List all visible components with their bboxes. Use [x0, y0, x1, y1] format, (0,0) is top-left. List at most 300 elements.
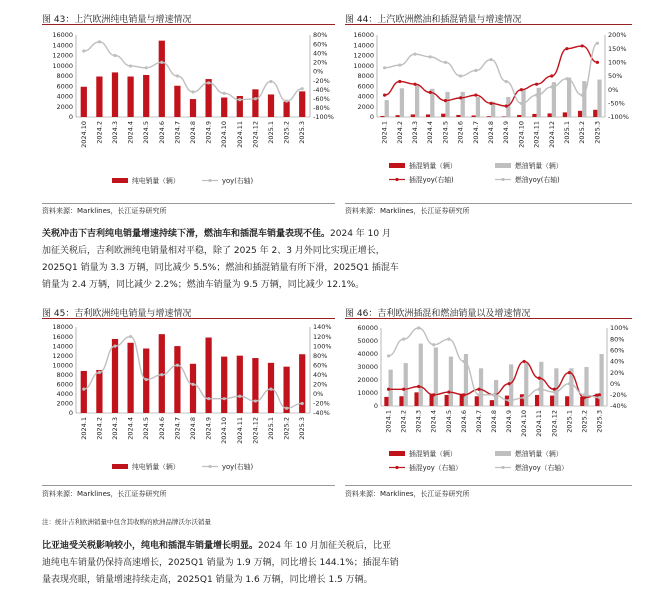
y-tick-label: 14000 [353, 41, 374, 50]
bar [548, 113, 552, 117]
series-point [417, 385, 420, 388]
y-tick-label: 12000 [52, 351, 73, 360]
bar [396, 115, 400, 117]
x-tick-label: 2024.10 [220, 417, 229, 444]
series-point [383, 94, 386, 97]
y2-tick-label: 150% [608, 44, 627, 53]
x-tick-label: 2024.4 [429, 410, 438, 433]
series-point [269, 80, 272, 83]
bar [582, 81, 586, 117]
series-point [598, 396, 601, 399]
series-point [459, 74, 462, 77]
bar [81, 371, 87, 413]
chart46-title: 图 46：吉利欧洲插混和燃油销量以及增速情况 [345, 309, 531, 319]
y-tick-label: 10000 [353, 61, 374, 70]
y-tick-label: 4000 [56, 390, 73, 399]
y2-tick-label: -40% [313, 409, 330, 418]
bar [487, 116, 491, 117]
y-tick-label: 50000 [357, 337, 378, 346]
series-point [413, 53, 416, 56]
chart46 [345, 322, 635, 484]
x-tick-label: 2024.4 [426, 121, 435, 144]
series-point [489, 58, 492, 61]
series-point [492, 393, 495, 396]
bar [476, 97, 480, 117]
x-tick-label: 2025.3 [298, 121, 307, 144]
bar [550, 396, 554, 406]
x-tick-label: 2025.2 [282, 121, 291, 144]
series-point [238, 395, 241, 398]
y2-tick-label: 0% [313, 67, 324, 76]
x-tick-label: 2024.4 [126, 417, 135, 440]
y-tick-label: 8000 [357, 72, 374, 81]
series-point [301, 87, 304, 90]
series-point [402, 388, 405, 391]
x-tick-label: 2024.2 [399, 410, 408, 433]
legend-label: 燃油销量（辆） [515, 162, 563, 170]
y2-tick-label: -80% [313, 104, 330, 113]
paragraph-byd-line1: 2024 年 10 月加征关税后，比亚 [258, 541, 391, 551]
x-tick-label: 2024.11 [535, 410, 544, 437]
x-tick-label: 2024.6 [456, 121, 465, 144]
y-tick-label: 16000 [353, 31, 374, 40]
y-tick-label: 20000 [357, 376, 378, 385]
series-point [565, 77, 568, 80]
series-point [98, 40, 101, 43]
bar [174, 346, 180, 413]
series-point [507, 399, 510, 402]
y2-tick-label: 140% [313, 323, 332, 332]
y-tick-label: 18000 [52, 323, 73, 332]
bar [426, 114, 430, 117]
bar [112, 339, 118, 413]
y-tick-label: 0 [373, 402, 378, 411]
bar [96, 77, 102, 117]
bar [384, 397, 388, 406]
y2-tick-label: 20% [313, 380, 328, 389]
y2-tick-label: 200% [608, 31, 627, 40]
chart43-title: 图 43：上汽欧洲纯电销量与增速情况 [42, 15, 192, 25]
bar [537, 88, 541, 117]
y2-tick-label: 60% [313, 40, 328, 49]
bar [479, 368, 483, 406]
series-point [432, 393, 435, 396]
legend-label: 纯电销量（辆） [132, 463, 180, 471]
bar [252, 358, 258, 413]
x-tick-label: 2024.6 [459, 410, 468, 433]
bar [419, 344, 423, 406]
chart46-source: 资料来源：Marklines，长江证券研究所 [345, 490, 470, 498]
series-point [581, 94, 584, 97]
x-tick-label: 2024.3 [411, 121, 419, 144]
series-point [223, 397, 226, 400]
y-tick-label: 60000 [357, 324, 378, 333]
legend-swatch [495, 163, 511, 168]
series-point [238, 98, 241, 101]
series-point [98, 371, 101, 374]
y2-tick-label: 80% [313, 351, 328, 360]
bar [584, 367, 588, 406]
legend-swatch [501, 466, 504, 469]
x-tick-label: 2024.12 [251, 417, 260, 444]
series-point [520, 102, 523, 105]
x-tick-label: 2024.8 [490, 410, 498, 433]
y-tick-label: 14000 [52, 41, 73, 50]
series-point [535, 83, 538, 86]
series-point [459, 96, 462, 99]
series-point [191, 90, 194, 93]
chart44-source: 资料来源：Marklines，长江证券研究所 [345, 207, 470, 215]
series-point [596, 42, 599, 45]
series-point [145, 378, 148, 381]
y2-tick-label: -20% [313, 399, 330, 408]
paragraph-geely-line1: 2024 年 10 月 [330, 229, 391, 239]
series-point [538, 377, 541, 380]
series-point [583, 396, 586, 399]
legend-label: 燃油yoy(右轴) [515, 176, 560, 184]
y2-tick-label: 60% [610, 346, 625, 355]
bar [456, 115, 460, 117]
y-tick-label: 2000 [56, 102, 73, 111]
chart45 [42, 322, 338, 484]
x-tick-label: 2025.3 [298, 417, 307, 440]
bar [380, 116, 384, 117]
x-tick-label: 2025.1 [565, 410, 574, 433]
bar [415, 84, 419, 117]
x-tick-label: 2024.5 [142, 417, 151, 440]
series-point [581, 44, 584, 47]
y-tick-label: 12000 [353, 51, 374, 60]
y-tick-label: 4000 [56, 92, 73, 101]
series-point [550, 74, 553, 77]
series-point [285, 407, 288, 410]
legend-swatch [112, 178, 128, 183]
x-tick-label: 2024.5 [142, 121, 151, 144]
chart45-title: 图 45：吉利欧洲纯电销量与增速情况 [42, 309, 192, 319]
x-tick-label: 2024.10 [520, 410, 529, 437]
paragraph-geely-line4: 销量为 2.4 万辆，同比减少 2.2%；燃油车销量为 9.5 万辆，同比减少 12.1%。 [42, 280, 365, 290]
bar [283, 367, 289, 413]
paragraph-byd-line2: 迪纯电车销量仍保持高速增长，2025Q1 销量为 1.9 万辆，同比增长 144.1%；插混车销 [42, 558, 399, 568]
series-point [398, 80, 401, 83]
series-point [535, 94, 538, 97]
series-point [507, 382, 510, 385]
bar [565, 396, 569, 406]
series-point [474, 69, 477, 72]
legend-label: 纯电销量（辆） [132, 177, 180, 185]
bar [404, 363, 408, 406]
bar [597, 80, 601, 117]
bar [567, 78, 571, 117]
x-tick-label: 2024.9 [204, 121, 213, 144]
bar [563, 112, 567, 117]
series-point [223, 92, 226, 95]
y-tick-label: 10000 [52, 361, 73, 370]
y2-tick-label: 20% [313, 58, 328, 67]
bar [143, 75, 149, 117]
x-tick-label: 2024.7 [471, 121, 480, 144]
bar [449, 357, 453, 406]
bar [539, 362, 543, 406]
bar [205, 338, 211, 413]
x-tick-label: 2024.8 [487, 121, 495, 144]
x-tick-label: 2024.2 [395, 121, 404, 144]
series-point [402, 338, 405, 341]
series-point [596, 61, 599, 64]
series-point [462, 360, 465, 363]
bar [400, 88, 404, 117]
legend-swatch [501, 178, 504, 181]
bar [490, 400, 494, 406]
chart45-source: 资料来源：Marklines，长江证券研究所 [42, 490, 167, 498]
y-tick-label: 2000 [357, 102, 374, 111]
y-tick-label: 0 [68, 113, 73, 122]
y2-tick-label: 20% [610, 368, 625, 377]
series-point [113, 345, 116, 348]
series-point [160, 61, 163, 64]
x-tick-label: 2024.11 [235, 121, 244, 148]
bar [389, 370, 393, 406]
y2-tick-label: 40% [313, 49, 328, 58]
x-tick-label: 2024.7 [173, 417, 182, 440]
y2-tick-label: 100% [610, 324, 629, 333]
paragraph-byd-line3: 量表现亮眼，销量增速持续走高，2025Q1 销量为 1.6 万辆，同比增长 1.5 万辆。 [42, 575, 373, 585]
x-tick-label: 2024.1 [79, 417, 88, 440]
y-tick-label: 0 [68, 409, 73, 418]
bar [81, 87, 87, 117]
series-point [553, 390, 556, 393]
series-point [447, 390, 450, 393]
y-tick-label: 6000 [56, 380, 73, 389]
series-point [598, 393, 601, 396]
series-point [520, 88, 523, 91]
y-tick-label: 30000 [357, 363, 378, 372]
y-tick-label: 40000 [357, 350, 378, 359]
series-point [301, 402, 304, 405]
x-tick-label: 2024.8 [189, 121, 197, 144]
x-tick-label: 2024.7 [173, 121, 182, 144]
series-point [444, 99, 447, 102]
legend-label: 燃油yoy（右轴） [515, 464, 568, 472]
series-point [207, 397, 210, 400]
bar [190, 364, 196, 413]
series-point [129, 64, 132, 67]
y-tick-label: 0 [369, 113, 374, 122]
series-point [398, 63, 401, 66]
y-tick-label: 4000 [357, 92, 374, 101]
bar [237, 356, 243, 413]
y2-tick-label: -20% [313, 76, 330, 85]
bar [475, 396, 479, 406]
series-point [568, 371, 571, 374]
y-tick-label: 14000 [52, 342, 73, 351]
series-point [113, 54, 116, 57]
x-tick-label: 2024.3 [111, 417, 119, 440]
legend-label: yoy(右轴) [222, 177, 254, 185]
series-point [474, 94, 477, 97]
y-tick-label: 12000 [52, 51, 73, 60]
chart43-source: 资料来源：Marklines，长江证券研究所 [42, 207, 167, 215]
series-point [429, 91, 432, 94]
y2-tick-label: 40% [610, 357, 625, 366]
bar [112, 72, 118, 117]
bar [414, 392, 418, 406]
chart43 [42, 30, 338, 202]
legend-swatch [112, 464, 128, 469]
series-point [477, 388, 480, 391]
bar [190, 99, 196, 117]
legend-swatch [389, 451, 405, 456]
bar [524, 363, 528, 406]
legend-swatch [208, 465, 211, 468]
series-point [285, 99, 288, 102]
legend-label: 插混销量（辆） [409, 450, 457, 458]
bar [159, 41, 165, 117]
y2-tick-label: -100% [313, 113, 334, 122]
series-point [191, 383, 194, 386]
series-point [568, 382, 571, 385]
series-point [145, 66, 148, 69]
y-tick-label: 16000 [52, 31, 73, 40]
x-tick-label: 2024.12 [550, 410, 559, 437]
bar [174, 86, 180, 117]
bar [472, 115, 476, 117]
x-tick-label: 2025.1 [267, 417, 275, 440]
series-point [413, 83, 416, 86]
bar [520, 394, 524, 406]
bar [205, 79, 211, 117]
series-point [523, 396, 526, 399]
x-tick-label: 2024.3 [414, 410, 423, 433]
x-tick-label: 2024.9 [502, 121, 511, 144]
y-tick-label: 6000 [56, 82, 73, 91]
series-point [429, 55, 432, 58]
legend-swatch [395, 178, 398, 181]
legend-swatch [208, 179, 211, 182]
series-point [176, 74, 179, 77]
bar [441, 114, 445, 117]
y2-tick-label: 80% [610, 335, 625, 344]
series-point [565, 47, 568, 50]
x-tick-label: 2024.10 [517, 121, 526, 148]
x-tick-label: 2024.6 [157, 121, 166, 144]
bar [385, 100, 389, 117]
y2-tick-label: 80% [313, 31, 328, 40]
paragraph-geely-line3: 2025Q1 销量为 3.3 万辆，同比减少 5.5%；燃油和插混销量有所下滑，2025Q1 插混车 [42, 263, 399, 273]
series-point [387, 354, 390, 357]
note: 注：统计吉利欧洲销量中包含其收购的欧洲品牌沃尔沃销量 [42, 518, 211, 526]
bar [445, 92, 449, 117]
y2-tick-label: 0% [610, 379, 621, 388]
series-point [417, 326, 420, 329]
series-point [462, 393, 465, 396]
x-tick-label: 2025.3 [593, 121, 602, 144]
series-point [538, 388, 541, 391]
y2-tick-label: 60% [313, 361, 328, 370]
series-point [553, 388, 556, 391]
y-tick-label: 10000 [52, 61, 73, 70]
x-tick-label: 2024.8 [189, 417, 197, 440]
bar [96, 370, 102, 413]
y2-tick-label: 0% [313, 390, 324, 399]
series-point [387, 388, 390, 391]
y2-tick-label: -100% [608, 113, 629, 122]
bar [532, 114, 536, 117]
y-tick-label: 16000 [52, 332, 73, 341]
x-tick-label: 2025.2 [580, 410, 589, 433]
series-point [383, 66, 386, 69]
paragraph-byd [42, 538, 642, 589]
y-tick-label: 2000 [56, 399, 73, 408]
y2-tick-label: -40% [313, 85, 330, 94]
legend-swatch [495, 451, 511, 456]
x-tick-label: 2024.10 [79, 121, 88, 148]
y2-tick-label: 120% [313, 332, 332, 341]
series-point [254, 399, 257, 402]
bar [461, 92, 465, 117]
y-tick-label: 6000 [357, 82, 374, 91]
legend-swatch [395, 466, 398, 469]
legend-label: 插混yoy(右轴) [409, 176, 454, 184]
x-tick-label: 2024.4 [126, 121, 135, 144]
x-tick-label: 2024.1 [380, 121, 389, 144]
series-point [505, 80, 508, 83]
x-tick-label: 2024.7 [474, 410, 483, 433]
y-tick-label: 8000 [56, 72, 73, 81]
series-point [432, 343, 435, 346]
chart44 [345, 30, 635, 202]
y2-tick-label: -60% [313, 94, 330, 103]
x-tick-label: 2025.1 [563, 121, 571, 144]
series-point [447, 338, 450, 341]
bar [268, 94, 274, 117]
bar [535, 395, 539, 406]
series-point [583, 393, 586, 396]
x-tick-label: 2024.9 [505, 410, 514, 433]
bar [593, 110, 597, 117]
bar [445, 395, 449, 406]
x-tick-label: 2024.6 [157, 417, 166, 440]
x-tick-label: 2024.2 [95, 121, 104, 144]
x-tick-label: 2024.1 [384, 410, 393, 433]
bar [221, 357, 227, 413]
series-point [129, 335, 132, 338]
legend-label: 插混销量（辆） [409, 162, 457, 170]
bar [517, 115, 521, 117]
paragraph-byd-lead: 比亚迪受关税影响较小，纯电和插混车销量增长明显。 [42, 541, 259, 551]
bar [221, 98, 227, 117]
x-tick-label: 2025.3 [595, 410, 604, 433]
x-tick-label: 2025.1 [267, 121, 275, 144]
bar [502, 116, 506, 117]
series-point [254, 97, 257, 100]
paragraph-geely [42, 226, 642, 294]
legend-label: 插混yoy（右轴） [409, 464, 462, 472]
series-point [269, 388, 272, 391]
bar [578, 111, 582, 117]
y2-tick-label: -20% [610, 391, 627, 400]
y2-tick-label: 100% [608, 58, 627, 67]
chart44-title: 图 44：上汽欧洲燃油和插混销量与增速情况 [345, 15, 522, 25]
x-tick-label: 2024.5 [441, 121, 450, 144]
series-point [207, 81, 210, 84]
x-tick-label: 2024.5 [444, 410, 453, 433]
bar [252, 89, 258, 117]
legend-label: yoy(右轴) [222, 463, 254, 471]
series-point [160, 373, 163, 376]
x-tick-label: 2024.12 [547, 121, 556, 148]
series-point [82, 388, 85, 391]
